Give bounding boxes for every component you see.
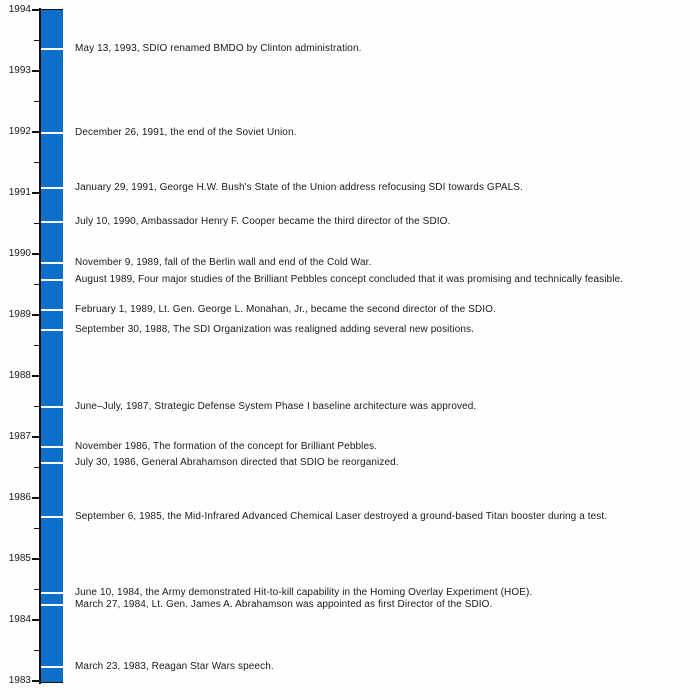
half-year-tick xyxy=(34,284,40,285)
timeline-bar xyxy=(41,9,63,684)
year-label: 1986 xyxy=(8,492,31,503)
event-marker xyxy=(41,406,63,408)
event-label: November 9, 1989, fall of the Berlin wall and end of the Cold War. xyxy=(75,256,372,268)
year-tick xyxy=(32,131,40,132)
event-label: March 23, 1983, Reagan Star Wars speech. xyxy=(75,661,274,673)
year-tick xyxy=(32,314,40,315)
event-label: September 30, 1988, The SDI Organization was realigned adding several new positions. xyxy=(75,324,475,336)
half-year-tick xyxy=(34,40,40,41)
year-label: 1994 xyxy=(8,4,31,15)
event-label: March 27, 1984, Lt. Gen. James A. Abrahamson was appointed as first Director of the SDIO. xyxy=(75,599,493,611)
half-year-tick xyxy=(34,467,40,468)
half-year-tick xyxy=(34,406,40,407)
event-marker xyxy=(41,604,63,606)
year-tick xyxy=(32,436,40,437)
event-marker xyxy=(41,279,63,281)
year-tick xyxy=(32,558,40,559)
half-year-tick xyxy=(34,650,40,651)
event-marker xyxy=(41,666,63,668)
year-tick xyxy=(32,9,40,10)
event-label: May 13, 1993, SDIO renamed BMDO by Clinton administration. xyxy=(75,42,362,54)
event-marker xyxy=(41,187,63,189)
half-year-tick xyxy=(34,345,40,346)
year-tick xyxy=(32,375,40,376)
year-tick xyxy=(32,497,40,498)
event-marker xyxy=(41,516,63,518)
event-label: February 1, 1989, Lt. Gen. George L. Monahan, Jr., became the second director of the SDIO. xyxy=(75,303,496,315)
year-label: 1993 xyxy=(8,65,31,76)
event-marker xyxy=(41,329,63,331)
event-label: July 30, 1986, General Abrahamson directed that SDIO be reorganized. xyxy=(75,456,399,468)
event-marker xyxy=(41,48,63,50)
event-marker xyxy=(41,132,63,134)
event-marker xyxy=(41,462,63,464)
half-year-tick xyxy=(34,589,40,590)
year-label: 1983 xyxy=(8,675,31,686)
year-label: 1984 xyxy=(8,614,31,625)
event-label: January 29, 1991, George H.W. Bush's State of the Union address refocusing SDI towards GPALS. xyxy=(75,182,523,194)
event-marker xyxy=(41,221,63,223)
half-year-tick xyxy=(34,101,40,102)
event-label: December 26, 1991, the end of the Soviet Union. xyxy=(75,126,297,138)
event-label: June–July, 1987, Strategic Defense System Phase I baseline architecture was approved. xyxy=(75,400,477,412)
year-label: 1989 xyxy=(8,309,31,320)
event-label: June 10, 1984, the Army demonstrated Hit-to-kill capability in the Homing Overlay Experiment (HOE). xyxy=(75,586,533,598)
event-marker xyxy=(41,592,63,594)
half-year-tick xyxy=(34,162,40,163)
event-marker xyxy=(41,446,63,448)
year-label: 1985 xyxy=(8,553,31,564)
half-year-tick xyxy=(34,223,40,224)
event-marker xyxy=(41,262,63,264)
year-label: 1992 xyxy=(8,126,31,137)
year-tick xyxy=(32,680,40,681)
year-label: 1988 xyxy=(8,370,31,381)
year-tick xyxy=(32,70,40,71)
event-label: July 10, 1990, Ambassador Henry F. Cooper became the third director of the SDIO. xyxy=(75,216,451,228)
event-label: November 1986, The formation of the concept for Brilliant Pebbles. xyxy=(75,441,378,452)
year-tick xyxy=(32,253,40,254)
event-label: August 1989, Four major studies of the Brilliant Pebbles concept concluded that it was promising and technically feasible. xyxy=(75,273,624,285)
year-tick xyxy=(32,619,40,620)
year-label: 1990 xyxy=(8,248,31,259)
year-label: 1991 xyxy=(8,187,31,198)
event-label: September 6, 1985, the Mid-Infrared Advanced Chemical Laser destroyed a ground-based Titan booster during a test. xyxy=(75,511,608,523)
year-label: 1987 xyxy=(8,431,31,442)
year-tick xyxy=(32,192,40,193)
event-marker xyxy=(41,309,63,311)
half-year-tick xyxy=(34,528,40,529)
